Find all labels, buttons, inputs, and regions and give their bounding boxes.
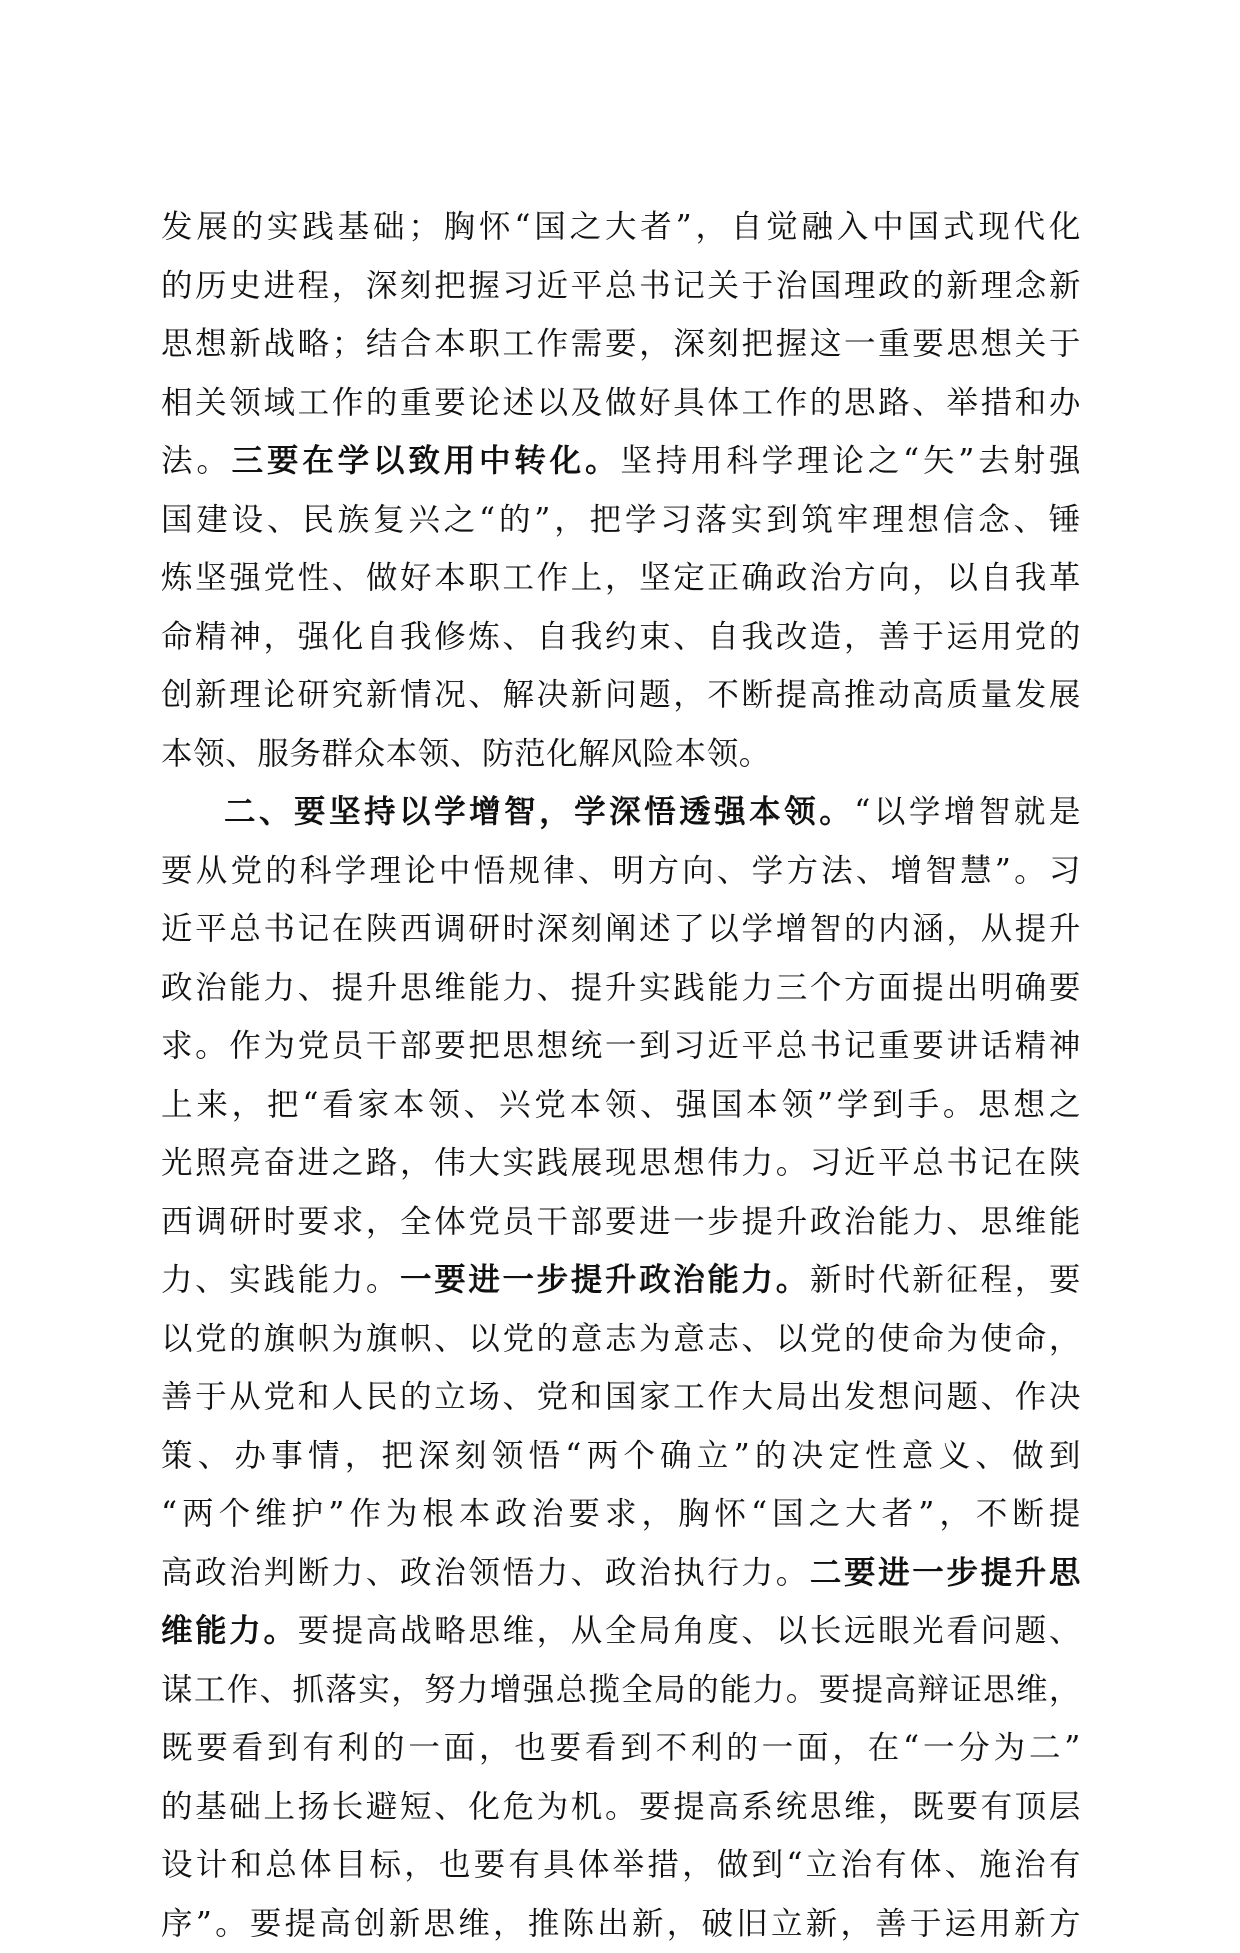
line-text: 近平总书记在陕西调研时深刻阐述了以学增智的内涵，从提升 <box>161 911 1081 947</box>
line-text: “以学增智就是 <box>854 794 1081 830</box>
body-text <box>161 198 1081 1953</box>
line-text: 的基础上扬长避短、化危为机。要提高系统思维，既要有顶层 <box>161 1789 1081 1825</box>
text-line <box>161 1251 1081 1310</box>
text-line <box>161 1661 1081 1720</box>
text-line <box>161 783 1081 842</box>
text-line <box>161 257 1081 316</box>
bold-heading-text: 二要进一步提升思 <box>810 1555 1081 1591</box>
line-text: 发展的实践基础；胸怀“国之大者”，自觉融入中国式现代化 <box>161 209 1081 245</box>
line-text: 高政治判断力、政治领悟力、政治执行力。 <box>161 1555 810 1591</box>
text-line <box>161 842 1081 901</box>
line-text: 创新理论研究新情况、解决新问题，不断提高推动高质量发展 <box>161 677 1081 713</box>
text-line <box>161 1895 1081 1953</box>
line-text: 国建设、民族复兴之“的”，把学习落实到筑牢理想信念、锤 <box>161 502 1081 538</box>
text-line <box>161 1076 1081 1135</box>
line-text: 的历史进程，深刻把握习近平总书记关于治国理政的新理念新 <box>161 268 1081 304</box>
text-line <box>161 1368 1081 1427</box>
bold-heading-text: 三要在学以致用中转化。 <box>232 443 621 479</box>
text-line <box>161 1836 1081 1895</box>
text-line <box>161 1719 1081 1778</box>
text-line <box>161 315 1081 374</box>
text-line <box>161 549 1081 608</box>
line-text: 相关领域工作的重要论述以及做好具体工作的思路、举措和办 <box>161 385 1081 421</box>
text-line <box>161 959 1081 1018</box>
text-line <box>161 374 1081 433</box>
line-text: 谋工作、抓落实，努力增强总揽全局的能力。要提高辩证思维， <box>161 1672 1081 1708</box>
line-text: 策、办事情，把深刻领悟“两个确立”的决定性意义、做到 <box>161 1438 1081 1474</box>
text-line <box>161 1485 1081 1544</box>
bold-heading-text: 二、要坚持以学增智，学深悟透强本领。 <box>224 794 854 830</box>
line-text: 本领、服务群众本领、防范化解风险本领。 <box>161 736 771 772</box>
line-text: 新时代新征程，要 <box>810 1262 1081 1298</box>
text-line <box>161 666 1081 725</box>
line-text: 思想新战略；结合本职工作需要，深刻把握这一重要思想关于 <box>161 326 1081 362</box>
text-line <box>161 491 1081 550</box>
line-text: 政治能力、提升思维能力、提升实践能力三个方面提出明确要 <box>161 970 1081 1006</box>
text-line <box>161 1427 1081 1486</box>
line-text: 坚持用科学理论之“矢”去射强 <box>620 443 1081 479</box>
text-line <box>161 1310 1081 1369</box>
line-text: 要提高战略思维，从全局角度、以长远眼光看问题、 <box>298 1613 1081 1649</box>
text-line <box>161 432 1081 491</box>
text-line <box>161 1602 1081 1661</box>
line-text: 力、实践能力。 <box>161 1262 400 1298</box>
line-text: 求。作为党员干部要把思想统一到习近平总书记重要讲话精神 <box>161 1028 1081 1064</box>
line-text: 以党的旗帜为旗帜、以党的意志为意志、以党的使命为使命， <box>161 1321 1081 1357</box>
text-line <box>161 725 1081 784</box>
text-line <box>161 1778 1081 1837</box>
text-line <box>161 1134 1081 1193</box>
line-text: 既要看到有利的一面，也要看到不利的一面，在“一分为二” <box>161 1730 1081 1766</box>
line-text: 设计和总体目标，也要有具体举措，做到“立治有体、施治有 <box>161 1847 1081 1883</box>
bold-heading-text: 维能力。 <box>161 1613 298 1649</box>
bold-heading-text: 一要进一步提升政治能力。 <box>400 1262 810 1298</box>
text-line <box>161 1017 1081 1076</box>
text-line <box>161 608 1081 667</box>
text-line <box>161 1193 1081 1252</box>
line-text: 序”。要提高创新思维，推陈出新，破旧立新，善于运用新方 <box>161 1906 1081 1942</box>
line-text: 西调研时要求，全体党员干部要进一步提升政治能力、思维能 <box>161 1204 1081 1240</box>
line-text: “两个维护”作为根本政治要求，胸怀“国之大者”，不断提 <box>161 1496 1081 1532</box>
line-text: 命精神，强化自我修炼、自我约束、自我改造，善于运用党的 <box>161 619 1081 655</box>
text-line <box>161 1544 1081 1603</box>
line-text: 光照亮奋进之路，伟大实践展现思想伟力。习近平总书记在陕 <box>161 1145 1081 1181</box>
line-text: 炼坚强党性、做好本职工作上，坚定正确政治方向，以自我革 <box>161 560 1081 596</box>
line-text: 上来，把“看家本领、兴党本领、强国本领”学到手。思想之 <box>161 1087 1081 1123</box>
text-line <box>161 198 1081 257</box>
line-text: 善于从党和人民的立场、党和国家工作大局出发想问题、作决 <box>161 1379 1081 1415</box>
text-line <box>161 900 1081 959</box>
line-text: 要从党的科学理论中悟规律、明方向、学方法、增智慧”。习 <box>161 853 1081 889</box>
line-text: 法。 <box>161 443 232 479</box>
